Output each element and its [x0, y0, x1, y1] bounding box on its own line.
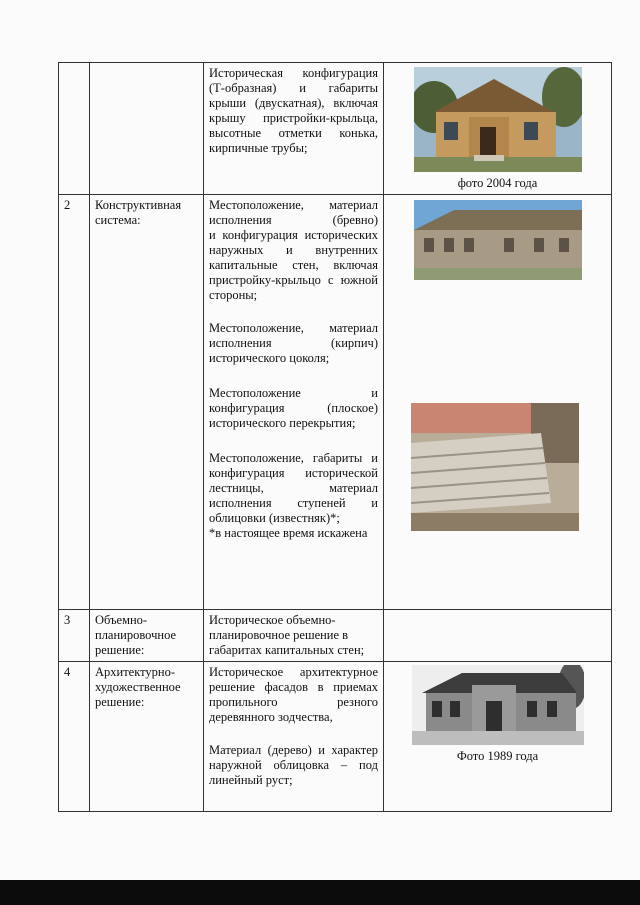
footnote: *в настоящее время искажена — [209, 526, 368, 540]
photo-caption: фото 2004 года — [457, 176, 538, 190]
row-name: Архитектурно- художественное решение: — [90, 662, 204, 812]
row-number: 2 — [59, 195, 90, 610]
house-photo-2004 — [414, 67, 582, 172]
row-description: Местоположение, материал исполнения (бревно) и конфигурация исторических наружных и внутренних капитальные стен, включая пристройку-крыльцо с южной стороны; Местоположение, материал исполнения (кирпич) исторического цоколя; Местоположение и конфигурация (плоское) исторического перекрытия; Местоположение, габариты и конфигурация исторической лестницы, материал исполнения ступеней и облицовки (известняк)*; *в настоящее время искажена — [204, 195, 384, 610]
row-photo-cell — [384, 610, 612, 662]
row-description: Историческая конфигурация (Т-образная) и габариты крыши (двускатная), включая крышу пристройки-крыльца, высотные отметки конька, кирпичные трубы; — [204, 63, 384, 195]
row-name: Конструктивная система: — [90, 195, 204, 610]
table-row — [59, 662, 612, 812]
photo-caption: Фото 1989 года — [456, 749, 539, 763]
table-row — [59, 610, 612, 662]
row-name — [90, 63, 204, 195]
row-number: 3 — [59, 610, 90, 662]
row-name: Объемно- планировочное решение: — [90, 610, 204, 662]
row-number: 4 — [59, 662, 90, 812]
row-photo-cell — [384, 662, 612, 812]
row-photo-cell — [384, 195, 612, 610]
table-row — [59, 195, 612, 610]
row-number — [59, 63, 90, 195]
heritage-table — [58, 62, 612, 812]
scan-bottom-border — [0, 880, 640, 905]
house-photo-1989 — [412, 665, 584, 745]
wooden-house-photo — [414, 200, 582, 280]
table-row — [59, 63, 612, 195]
row-description: Историческое объемно- планировочное решение в габаритах капитальных стен; — [204, 610, 384, 662]
row-description: Историческое архитектурное решение фасадов в приемах пропильного резного деревянного зодчества, Материал (дерево) и характер наружной облицовка – под линейный руст; — [204, 662, 384, 812]
row-photo-cell — [384, 63, 612, 195]
stairs-photo — [411, 403, 579, 531]
